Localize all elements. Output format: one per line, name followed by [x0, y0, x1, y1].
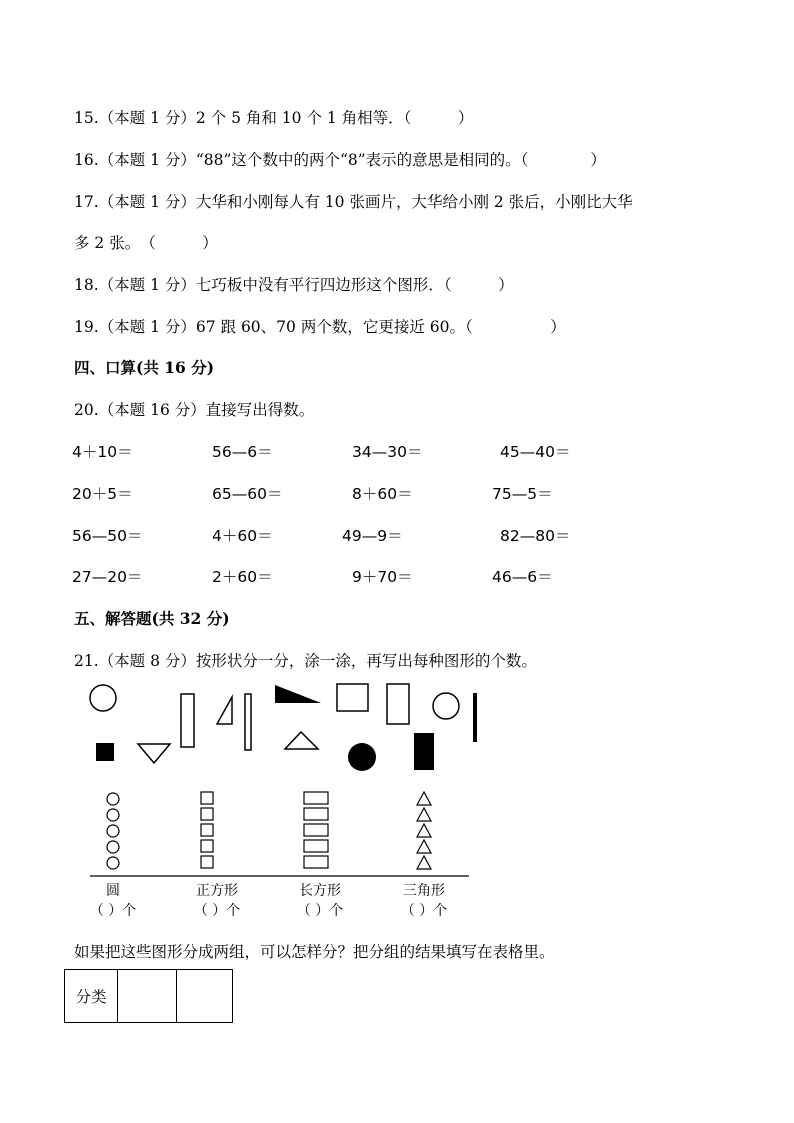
triangle-count-icon — [417, 840, 431, 853]
category-label-rectangle: 长方形 — [299, 883, 341, 899]
calc-item: 34—30＝ — [352, 443, 423, 461]
rectangle-count-icon — [304, 824, 328, 836]
square-count-icon — [201, 824, 213, 836]
triangle-filled-icon — [275, 685, 321, 703]
calc-item: 75—5＝ — [492, 485, 553, 503]
circle-count-icon — [107, 825, 119, 837]
category-label-triangle: 三角形 — [403, 883, 445, 899]
count-blank[interactable]: （ ）个 — [89, 903, 137, 919]
table-header-cell: 分类 — [65, 970, 118, 1023]
square-count-icon — [201, 856, 213, 868]
calc-item: 45—40＝ — [500, 443, 571, 461]
rectangle-filled-icon — [414, 733, 434, 770]
category-label-circle: 圆 — [106, 883, 120, 899]
question-17: 17.（本题 1 分）大华和小刚每人有 10 张画片，大华给小刚 2 张后，小刚比大华 — [74, 193, 633, 211]
square-count-icon — [201, 808, 213, 820]
circle-outline-icon — [90, 685, 116, 711]
calc-item: 9＋70＝ — [352, 568, 413, 586]
circle-filled-icon — [348, 743, 376, 771]
section-4-heading: 四、口算(共 16 分) — [74, 358, 215, 377]
calc-item: 27—20＝ — [72, 568, 143, 586]
calc-item: 20＋5＝ — [72, 485, 133, 503]
category-label-square: 正方形 — [196, 883, 238, 899]
grouping-question: 如果把这些图形分成两组，可以怎样分？把分组的结果填写在表格里。 — [74, 943, 555, 961]
circle-outline-icon — [433, 693, 459, 719]
rectangle-outline-icon — [245, 694, 251, 750]
question-18: 18.（本题 1 分）七巧板中没有平行四边形这个图形．（ ） — [74, 276, 514, 294]
circle-count-icon — [107, 793, 119, 805]
line-shape-icon — [473, 693, 477, 742]
question-16: 16.（本题 1 分）“88”这个数中的两个“8”表示的意思是相同的。（ ） — [74, 151, 606, 169]
triangle-count-icon — [417, 824, 431, 837]
triangle-outline-icon — [138, 744, 170, 763]
calc-item: 56—50＝ — [72, 527, 143, 545]
calc-item: 4＋60＝ — [212, 527, 273, 545]
calc-item: 65—60＝ — [212, 485, 283, 503]
circle-count-icon — [107, 809, 119, 821]
question-19: 19.（本题 1 分）67 跟 60、70 两个数，它更接近 60。（ ） — [74, 318, 566, 336]
question-17-continued: 多 2 张。 （ ） — [74, 234, 218, 252]
triangle-count-icon — [417, 856, 431, 869]
section-5-heading: 五、解答题(共 32 分) — [74, 609, 230, 628]
calc-item: 56—6＝ — [212, 443, 273, 461]
question-21: 21.（本题 8 分）按形状分一分，涂一涂，再写出每种图形的个数。 — [74, 652, 537, 670]
rectangle-outline-icon — [387, 684, 409, 724]
circle-count-icon — [107, 841, 119, 853]
calc-item: 4＋10＝ — [72, 443, 133, 461]
square-count-icon — [201, 840, 213, 852]
calc-item: 8＋60＝ — [352, 485, 413, 503]
calc-item: 46—6＝ — [492, 568, 553, 586]
answer-cell[interactable] — [118, 970, 177, 1023]
square-outline-icon — [337, 684, 368, 711]
rectangle-count-icon — [304, 808, 328, 820]
answer-cell[interactable] — [177, 970, 233, 1023]
triangle-outline-icon — [285, 732, 318, 749]
triangle-count-icon — [417, 792, 431, 805]
count-blank[interactable]: （ ）个 — [400, 903, 448, 919]
calc-item: 82—80＝ — [500, 527, 571, 545]
grouping-table — [64, 969, 233, 1023]
rectangle-count-icon — [304, 792, 328, 804]
question-20: 20.（本题 16 分）直接写出得数。 — [74, 401, 315, 419]
calc-item: 49—9＝ — [342, 527, 403, 545]
count-blank[interactable]: （ ）个 — [193, 903, 241, 919]
calc-item: 2＋60＝ — [212, 568, 273, 586]
triangle-count-icon — [417, 808, 431, 821]
question-15: 15.（本题 1 分）2 个 5 角和 10 个 1 角相等．（ ） — [74, 109, 474, 127]
square-count-icon — [201, 792, 213, 804]
triangle-outline-icon — [217, 697, 232, 724]
rectangle-count-icon — [304, 840, 328, 852]
rectangle-count-icon — [304, 856, 328, 868]
square-filled-icon — [96, 743, 114, 761]
rectangle-outline-icon — [181, 694, 194, 747]
circle-count-icon — [107, 857, 119, 869]
count-blank[interactable]: （ ）个 — [296, 903, 344, 919]
